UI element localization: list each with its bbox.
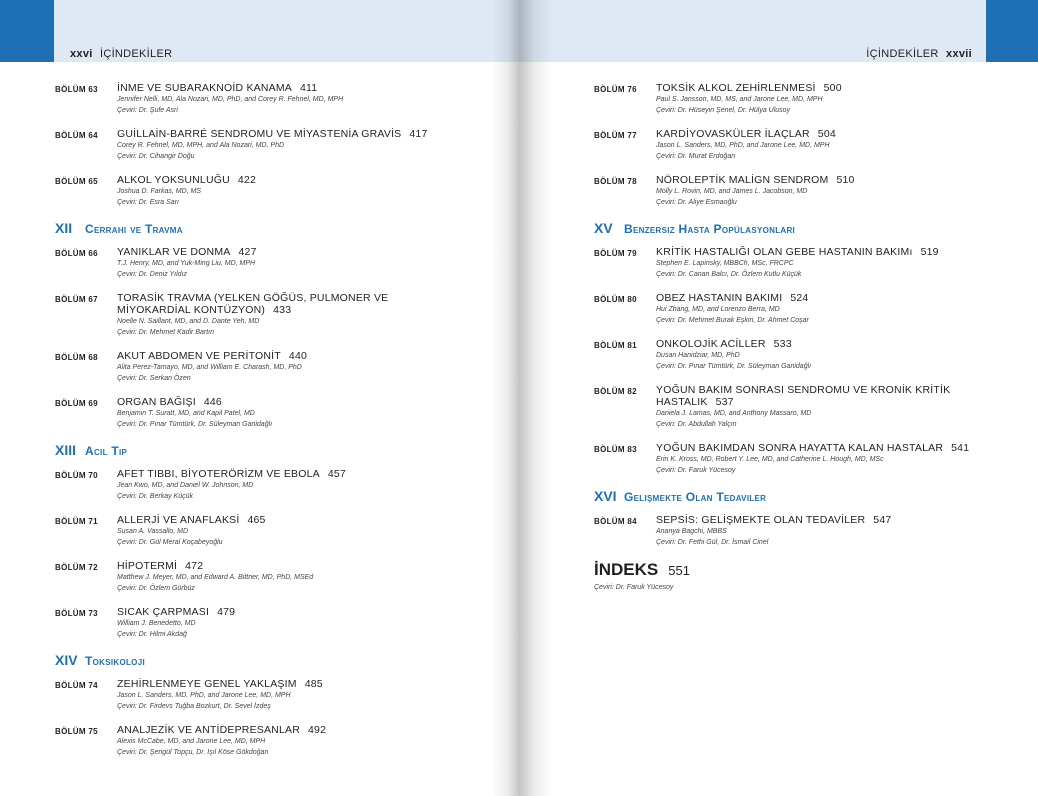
entry-body bbox=[117, 292, 435, 338]
chapter-title: YANIKLAR VE DONMA bbox=[117, 246, 231, 258]
entry-body bbox=[117, 396, 435, 430]
entry-body bbox=[656, 442, 1014, 476]
chapter-authors: Ananya Bagchi, MBBS bbox=[656, 528, 727, 535]
section-heading bbox=[55, 652, 435, 668]
entry-title-line bbox=[117, 514, 435, 526]
chapter-title: ANALJEZİK VE ANTİDEPRESANLAR bbox=[117, 724, 300, 736]
entry-title-line bbox=[117, 724, 435, 736]
chapter-label: BÖLÜM 72 bbox=[55, 563, 98, 572]
section-title: Benzersiz Hasta Popülasyonları bbox=[624, 222, 796, 236]
chapter-title: ZEHİRLENMEYE GENEL YAKLAŞIM bbox=[117, 678, 297, 690]
entry-body bbox=[656, 174, 1014, 208]
chapter-page: 537 bbox=[715, 396, 734, 408]
chapter-page: 519 bbox=[920, 246, 939, 258]
chapter-translator: Çeviri: Dr. Aliye Esmaoğlu bbox=[656, 199, 737, 206]
entry-title-line bbox=[656, 82, 1014, 94]
toc-entry bbox=[594, 442, 1014, 476]
entry-title-line bbox=[656, 292, 1014, 304]
chapter-label: BÖLÜM 80 bbox=[594, 295, 637, 304]
chapter-label: BÖLÜM 79 bbox=[594, 249, 637, 258]
chapter-title: ALKOL YOKSUNLUĞU bbox=[117, 174, 230, 186]
chapter-page: 504 bbox=[817, 128, 836, 140]
chapter-title: YOĞUN BAKIM SONRASI SENDROMU VE KRONİK KRİTİK HASTALIK bbox=[656, 384, 951, 408]
chapter-label: BÖLÜM 82 bbox=[594, 387, 637, 396]
section-heading bbox=[594, 220, 1014, 236]
toc-entry bbox=[55, 82, 435, 116]
chapter-translator: Çeviri: Dr. Pınar Tümtürk, Dr. Süleyman Ganidağlı bbox=[656, 363, 812, 370]
toc-entry bbox=[55, 350, 435, 384]
entry-body bbox=[117, 514, 435, 548]
chapter-translator: Çeviri: Dr. Pınar Tümtürk, Dr. Süleyman Ganidağlı bbox=[117, 421, 273, 428]
chapter-title: ALLERJİ VE ANAFLAKSİ bbox=[117, 514, 240, 526]
chapter-authors: Hui Zhang, MD, and Lorenzo Berra, MD bbox=[656, 306, 780, 313]
left-gutter-shadow bbox=[491, 0, 519, 796]
entry-title-line bbox=[117, 246, 435, 258]
chapter-translator: Çeviri: Dr. Fethi Gül, Dr. İsmail Cinel bbox=[656, 539, 769, 546]
chapter-authors: Erin K. Kross, MD, Robert Y. Lee, MD, and Catherine L. Hough, MD, MSc bbox=[656, 456, 884, 463]
toc-entry bbox=[55, 468, 435, 502]
chapter-page: 479 bbox=[217, 606, 236, 618]
chapter-page: 427 bbox=[238, 246, 257, 258]
entry-body bbox=[117, 606, 435, 640]
chapter-authors: Stephen E. Lapinsky, MBBCh, MSc, FRCPC bbox=[656, 260, 794, 267]
chapter-label: BÖLÜM 77 bbox=[594, 131, 637, 140]
entry-title-line bbox=[117, 396, 435, 408]
chapter-label: BÖLÜM 76 bbox=[594, 85, 637, 94]
toc-entry bbox=[55, 396, 435, 430]
chapter-title: AKUT ABDOMEN VE PERİTONİT bbox=[117, 350, 281, 362]
chapter-title: YOĞUN BAKIMDAN SONRA HAYATTA KALAN HASTALAR bbox=[656, 442, 944, 454]
section-title: Toksikoloji bbox=[85, 654, 145, 668]
right-running-title: İÇİNDEKİLER bbox=[866, 48, 939, 60]
chapter-label: BÖLÜM 78 bbox=[594, 177, 637, 186]
chapter-authors: Susan A. Vassallo, MD bbox=[117, 528, 189, 535]
chapter-label: BÖLÜM 73 bbox=[55, 609, 98, 618]
chapter-title: HİPOTERMİ bbox=[117, 560, 178, 572]
chapter-authors: Dusan Hanidziar, MD, PhD bbox=[656, 352, 740, 359]
chapter-authors: Jennifer Nelli, MD, Ala Nozari, MD, PhD, and Corey R. Fehnel, MD, MPH bbox=[117, 96, 344, 103]
chapter-page: 411 bbox=[299, 82, 318, 94]
chapter-translator: Çeviri: Dr. Deniz Yıldız bbox=[117, 271, 188, 278]
entry-body bbox=[117, 128, 435, 162]
toc-entry bbox=[594, 128, 1014, 162]
chapter-label: BÖLÜM 71 bbox=[55, 517, 98, 526]
entry-title-line bbox=[656, 128, 1014, 140]
toc-entry bbox=[55, 174, 435, 208]
entry-title-line bbox=[656, 384, 1014, 408]
chapter-authors: T.J. Henry, MD, and Yuk-Ming Liu, MD, MPH bbox=[117, 260, 256, 267]
chapter-translator: Çeviri: Dr. Şengül Topçu, Dr. Işıl Köse Gökdoğan bbox=[117, 749, 269, 756]
entry-body bbox=[117, 174, 435, 208]
chapter-translator: Çeviri: Dr. Gül Meral Koçabeyoğlu bbox=[117, 539, 223, 546]
left-running-title: İÇİNDEKİLER bbox=[99, 48, 173, 60]
right-toc-items bbox=[594, 82, 1014, 548]
chapter-page: 433 bbox=[273, 304, 292, 316]
toc-entry bbox=[594, 246, 1014, 280]
chapter-translator: Çeviri: Dr. Özlem Gürbüz bbox=[117, 585, 195, 592]
chapter-label: BÖLÜM 69 bbox=[55, 399, 98, 408]
section-roman-numeral: XVI bbox=[594, 488, 617, 504]
chapter-title: ORGAN BAĞIŞI bbox=[117, 396, 196, 408]
entry-title-line bbox=[117, 128, 435, 140]
chapter-authors: Molly L. Rovin, MD, and James L. Jacobson, MD bbox=[656, 188, 808, 195]
chapter-title: İNME VE SUBARAKNOİD KANAMA bbox=[117, 82, 292, 94]
chapter-label: BÖLÜM 81 bbox=[594, 341, 637, 350]
right-page bbox=[519, 0, 1038, 796]
chapter-page: 524 bbox=[790, 292, 809, 304]
chapter-label: BÖLÜM 64 bbox=[55, 131, 98, 140]
section-title: Acil Tıp bbox=[85, 444, 128, 458]
chapter-authors: Matthew J. Meyer, MD, and Edward A. Bittner, MD, PhD, MSEd bbox=[117, 574, 314, 581]
toc-entry bbox=[594, 292, 1014, 326]
index-title: İNDEKS bbox=[594, 560, 659, 579]
chapter-translator: Çeviri: Dr. Berkay Küçük bbox=[117, 493, 193, 500]
chapter-translator: Çeviri: Dr. Hüseyin Şenel, Dr. Hülya Ulusoy bbox=[656, 107, 791, 114]
chapter-authors: William J. Benedetto, MD bbox=[117, 620, 196, 627]
entry-body bbox=[117, 246, 435, 280]
chapter-authors: Benjamin T. Suratt, MD, and Kapil Patel, MD bbox=[117, 410, 255, 417]
chapter-title: OBEZ HASTANIN BAKIMI bbox=[656, 292, 783, 304]
entry-title-line bbox=[117, 292, 435, 316]
left-toc bbox=[55, 82, 435, 770]
chapter-authors: Joshua D. Farkas, MD, MS bbox=[117, 188, 202, 195]
entry-body bbox=[117, 82, 435, 116]
chapter-authors: Alita Perez-Tamayo, MD, and William E. Charash, MD, PhD bbox=[117, 364, 302, 371]
chapter-page: 417 bbox=[409, 128, 428, 140]
entry-title-line bbox=[117, 174, 435, 186]
index-entry bbox=[594, 560, 1014, 580]
chapter-authors: Jason L. Sanders, MD, PhD, and Jarone Lee, MD, MPH bbox=[117, 692, 291, 699]
chapter-page: 533 bbox=[773, 338, 792, 350]
chapter-label: BÖLÜM 66 bbox=[55, 249, 98, 258]
chapter-page: 465 bbox=[247, 514, 266, 526]
entry-title-line bbox=[117, 560, 435, 572]
chapter-label: BÖLÜM 83 bbox=[594, 445, 637, 454]
chapter-translator: Çeviri: Dr. Cihangir Doğu bbox=[117, 153, 195, 160]
toc-entry bbox=[55, 724, 435, 758]
index-translator: Çeviri: Dr. Faruk Yücesoy bbox=[594, 584, 674, 591]
chapter-translator: Çeviri: Dr. Faruk Yücesoy bbox=[656, 467, 736, 474]
section-heading bbox=[55, 442, 435, 458]
chapter-authors: Jason L. Sanders, MD, PhD, and Jarone Lee, MD, MPH bbox=[656, 142, 830, 149]
entry-body bbox=[656, 514, 1014, 548]
chapter-authors: Paul S. Jansson, MD, MS, and Jarone Lee, MD, MPH bbox=[656, 96, 823, 103]
section-roman-numeral: XII bbox=[55, 220, 73, 236]
chapter-label: BÖLÜM 84 bbox=[594, 517, 637, 526]
entry-title-line bbox=[656, 246, 1014, 258]
chapter-translator: Çeviri: Dr. Şufe Asri bbox=[117, 107, 178, 114]
entry-title-line bbox=[656, 338, 1014, 350]
chapter-title: KARDİYOVASKÜLER İLAÇLAR bbox=[656, 128, 810, 140]
toc-entry bbox=[55, 292, 435, 338]
entry-title-line bbox=[117, 468, 435, 480]
chapter-label: BÖLÜM 67 bbox=[55, 295, 98, 304]
toc-entry bbox=[55, 246, 435, 280]
left-page-number: xxvi bbox=[70, 48, 93, 60]
chapter-authors: Corey R. Fehnel, MD, MPH, and Ala Nozari, MD, PhD bbox=[117, 142, 285, 149]
entry-title-line bbox=[656, 514, 1014, 526]
chapter-title: TOKSİK ALKOL ZEHİRLENMESİ bbox=[656, 82, 816, 94]
entry-body bbox=[656, 292, 1014, 326]
right-running-header bbox=[866, 48, 976, 60]
chapter-authors: Alexis McCabe, MD, and Jarone Lee, MD, MPH bbox=[117, 738, 266, 745]
toc-entry bbox=[55, 606, 435, 640]
chapter-page: 422 bbox=[237, 174, 257, 186]
chapter-title: AFET TIBBI, BİYOTERÖRİZM VE EBOLA bbox=[117, 468, 320, 480]
chapter-label: BÖLÜM 74 bbox=[55, 681, 98, 690]
chapter-page: 485 bbox=[304, 678, 323, 690]
chapter-title: TORASİK TRAVMA (YELKEN GÖĞÜS, PULMONER VE MİYOKARDİAL KONTÜZYON) bbox=[117, 292, 389, 316]
chapter-page: 446 bbox=[203, 396, 222, 408]
entry-title-line bbox=[117, 350, 435, 362]
chapter-authors: Noelle N. Saillant, MD, and D. Dante Yeh, MD bbox=[117, 318, 260, 325]
chapter-page: 457 bbox=[327, 468, 346, 480]
entry-title-line bbox=[117, 678, 435, 690]
entry-body bbox=[656, 246, 1014, 280]
chapter-translator: Çeviri: Dr. Esra Sarı bbox=[117, 199, 179, 206]
chapter-title: NÖROLEPTİK MALİGN SENDROM bbox=[656, 174, 829, 186]
chapter-translator: Çeviri: Dr. Serkan Özen bbox=[117, 375, 191, 382]
chapter-translator: Çeviri: Dr. Hilmi Akdağ bbox=[117, 631, 187, 638]
chapter-title: KRİTİK HASTALIĞI OLAN GEBE HASTANIN BAKIMı bbox=[656, 246, 913, 258]
section-roman-numeral: XV bbox=[594, 220, 613, 236]
right-gutter-shadow bbox=[519, 0, 553, 796]
chapter-label: BÖLÜM 65 bbox=[55, 177, 98, 186]
chapter-page: 510 bbox=[836, 174, 855, 186]
chapter-title: GUİLLAİN-BARRÉ SENDROMU VE MİYASTENİA GRAVİS bbox=[117, 128, 402, 140]
section-heading bbox=[55, 220, 435, 236]
chapter-page: 541 bbox=[951, 442, 970, 454]
section-title: Gelişmekte Olan Tedaviler bbox=[624, 490, 767, 504]
chapter-page: 492 bbox=[308, 724, 327, 736]
toc-entry bbox=[55, 560, 435, 594]
index-page: 551 bbox=[668, 563, 690, 578]
entry-body bbox=[117, 560, 435, 594]
toc-entry bbox=[594, 384, 1014, 430]
right-page-number: xxvii bbox=[946, 48, 972, 60]
chapter-translator: Çeviri: Dr. Abdullah Yalçın bbox=[656, 421, 737, 428]
entry-body bbox=[656, 338, 1014, 372]
section-heading bbox=[594, 488, 1014, 504]
chapter-page: 547 bbox=[873, 514, 892, 526]
entry-body bbox=[656, 128, 1014, 162]
entry-body bbox=[117, 724, 435, 758]
toc-entry bbox=[594, 82, 1014, 116]
toc-entry bbox=[594, 514, 1014, 548]
section-title: Cerrahi ve Travma bbox=[85, 222, 183, 236]
chapter-title: ONKOLOJİK ACİLLER bbox=[656, 338, 766, 350]
entry-body bbox=[117, 350, 435, 384]
chapter-page: 472 bbox=[185, 560, 204, 572]
chapter-translator: Çeviri: Dr. Canan Balcı, Dr. Özlem Kutlu Küçük bbox=[656, 271, 802, 278]
chapter-label: BÖLÜM 68 bbox=[55, 353, 98, 362]
right-toc bbox=[594, 82, 1014, 591]
chapter-page: 500 bbox=[823, 82, 842, 94]
section-roman-numeral: XIV bbox=[55, 652, 78, 668]
entry-title-line bbox=[656, 442, 1014, 454]
chapter-authors: Jean Kwo, MD, and Daniel W. Johnson, MD bbox=[117, 482, 254, 489]
chapter-authors: Daniela J. Lamas, MD, and Anthony Massaro, MD bbox=[656, 410, 812, 417]
section-roman-numeral: XIII bbox=[55, 442, 77, 458]
chapter-label: BÖLÜM 63 bbox=[55, 85, 98, 94]
toc-entry bbox=[55, 678, 435, 712]
right-blue-tab bbox=[986, 0, 1038, 62]
chapter-title: SEPSİS: GELİŞMEKTE OLAN TEDAVİLER bbox=[656, 514, 866, 526]
chapter-label: BÖLÜM 75 bbox=[55, 727, 98, 736]
chapter-title: SICAK ÇARPMASI bbox=[117, 606, 210, 618]
toc-entry bbox=[55, 514, 435, 548]
entry-body bbox=[656, 384, 1014, 430]
left-running-header bbox=[66, 48, 172, 60]
chapter-translator: Çeviri: Dr. Firdevs Tuğba Bozkurt, Dr. Sevel İzdeş bbox=[117, 703, 271, 710]
entry-title-line bbox=[656, 174, 1014, 186]
toc-entry bbox=[594, 174, 1014, 208]
chapter-translator: Çeviri: Dr. Mehmet Kadir Bartın bbox=[117, 329, 214, 336]
chapter-translator: Çeviri: Dr. Mehmet Burak Eşkin, Dr. Ahmet Coşar bbox=[656, 317, 809, 324]
entry-body bbox=[656, 82, 1014, 116]
toc-entry bbox=[594, 338, 1014, 372]
entry-body bbox=[117, 468, 435, 502]
chapter-label: BÖLÜM 70 bbox=[55, 471, 98, 480]
left-blue-tab bbox=[0, 0, 54, 62]
chapter-translator: Çeviri: Dr. Murat Erdoğan bbox=[656, 153, 736, 160]
chapter-page: 440 bbox=[288, 350, 308, 362]
entry-title-line bbox=[117, 606, 435, 618]
toc-entry bbox=[55, 128, 435, 162]
entry-title-line bbox=[117, 82, 435, 94]
entry-body bbox=[117, 678, 435, 712]
